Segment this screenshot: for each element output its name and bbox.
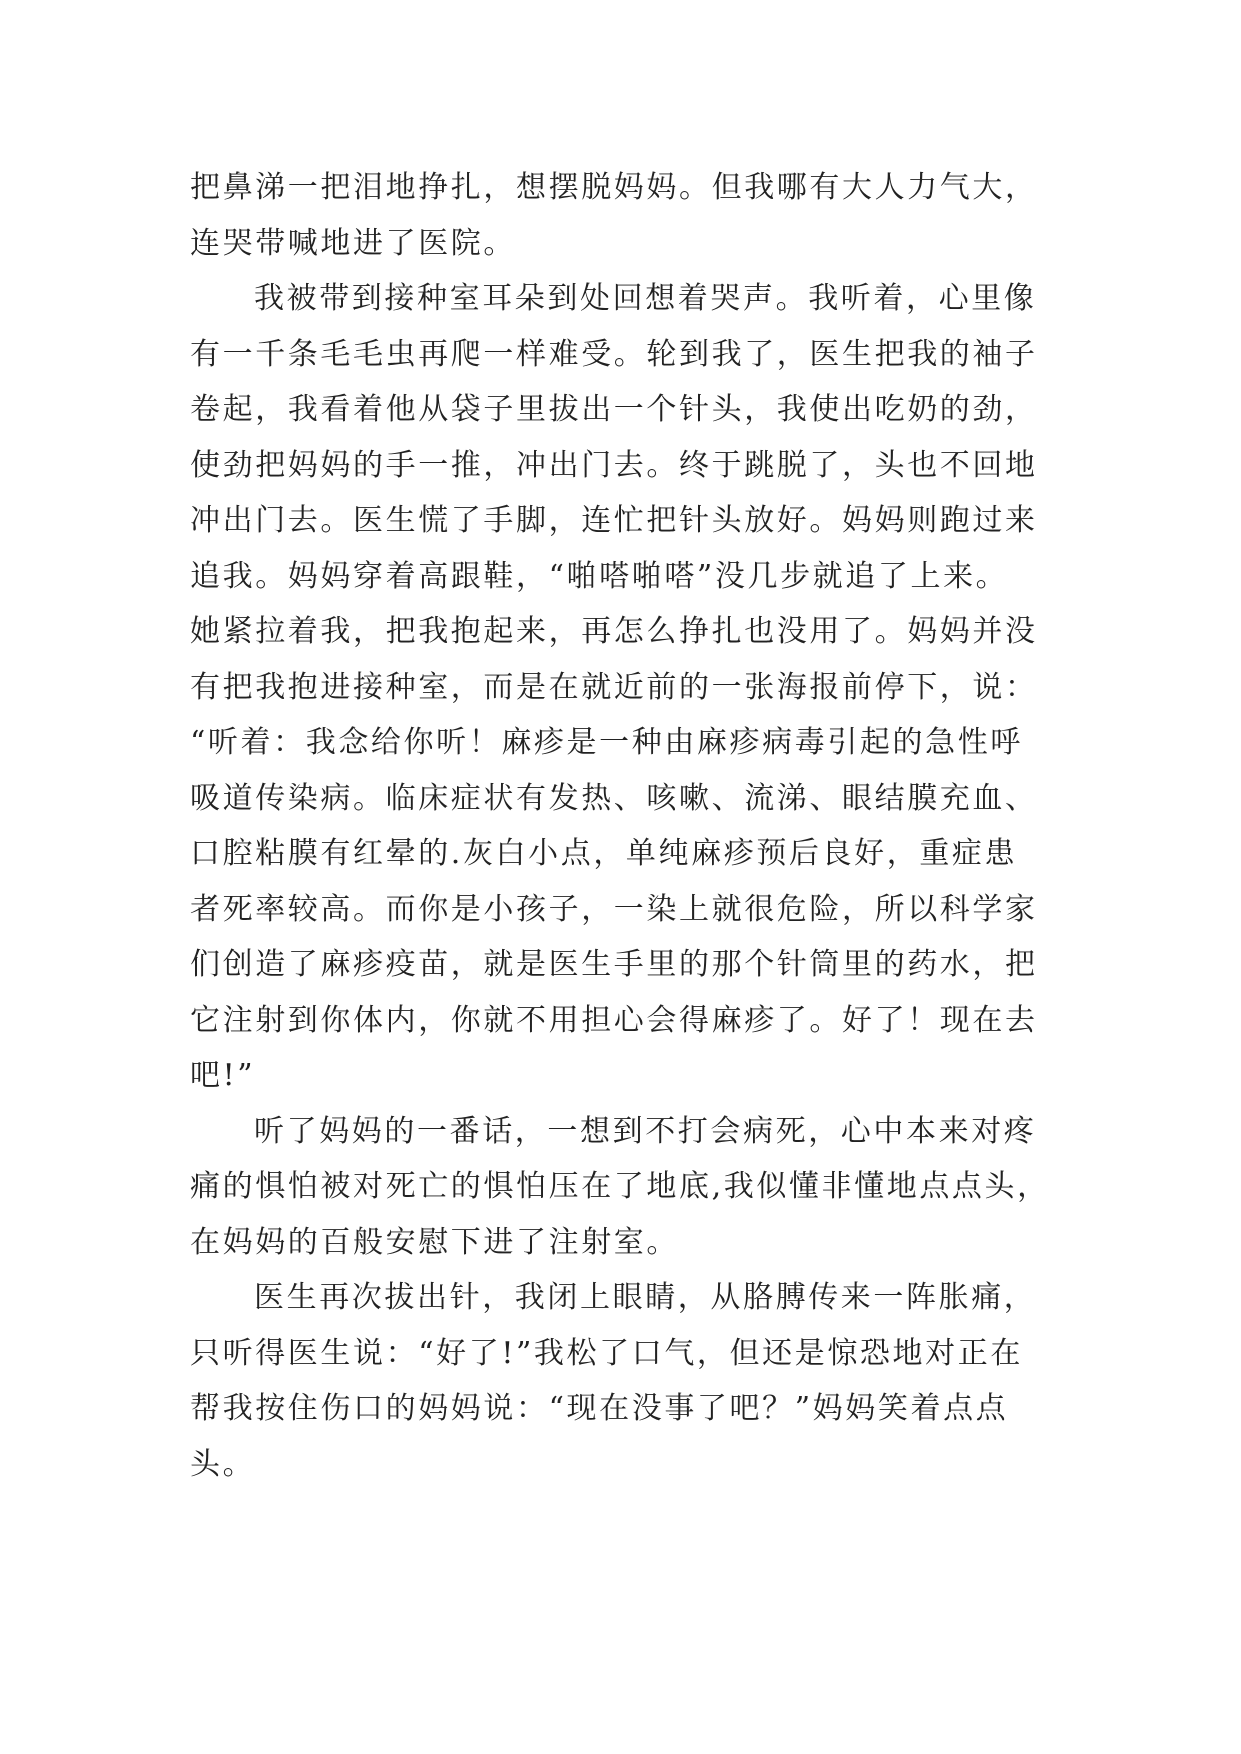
text-line: 使劲把妈妈的手一推，冲出门去。终于跳脱了，头也不回地 <box>190 447 1038 483</box>
text-line: 我被带到接种室耳朵到处回想着哭声。我听着，心里像 <box>254 281 1037 316</box>
text-line: 她紧拉着我，把我抱起来，再怎么挣扎也没用了。妈妈并没 <box>190 614 1038 649</box>
text-line: 冲出门去。医生慌了手脚，连忙把针头放好。妈妈则跑过来 <box>190 503 1038 538</box>
text-line: 痛的惧怕被对死亡的惧怕压在了地底,我似懂非懂地点点头， <box>190 1169 1050 1204</box>
text-line: 追我。妈妈穿着高跟鞋，“啪嗒啪嗒”没几步就追了上来。 <box>190 558 1009 594</box>
text-line: 口腔粘膜有红晕的.灰白小点，单纯麻疹预后良好，重症患 <box>190 836 1018 871</box>
body-text <box>190 160 1070 1492</box>
text-line: 连哭带喊地进了医院。 <box>190 225 516 261</box>
text-line: 吧!” <box>190 1058 256 1093</box>
text-line: 帮我按住伤口的妈妈说：“现在没事了吧？”妈妈笑着点点 <box>190 1391 1009 1426</box>
paragraph-1 <box>190 160 1070 271</box>
text-line: 在妈妈的百般安慰下进了注射室。 <box>190 1224 679 1260</box>
text-line: 听了妈妈的一番话，一想到不打会病死，心中本来对疼 <box>254 1113 1037 1149</box>
text-line: 医生再次拔出针，我闭上眼睛，从胳膊传来一阵胀痛， <box>254 1280 1037 1315</box>
text-line: 们创造了麻疹疫苗，就是医生手里的那个针筒里的药水，把 <box>190 947 1038 982</box>
text-line: 有一千条毛毛虫再爬一样难受。轮到我了，医生把我的袖子 <box>190 336 1038 372</box>
paragraph-4 <box>190 1270 1070 1492</box>
text-line: 卷起，我看着他从袋子里拔出一个针头，我使出吃奶的劲， <box>190 392 1038 427</box>
text-line: 有把我抱进接种室，而是在就近前的一张海报前停下，说： <box>190 669 1038 705</box>
text-line: 头。 <box>190 1446 256 1482</box>
text-line: 只听得医生说：“好了!”我松了口气，但还是惊恐地对正在 <box>190 1335 1023 1371</box>
text-line: 把鼻涕一把泪地挣扎，想摆脱妈妈。但我哪有大人力气大， <box>190 170 1038 205</box>
paragraph-3 <box>190 1104 1070 1271</box>
text-line: “听着：我念给你听！麻疹是一种由麻疹病毒引起的急性呼 <box>190 725 1023 760</box>
text-line: 吸道传染病。临床症状有发热、咳嗽、流涕、眼结膜充血、 <box>190 780 1038 816</box>
paragraph-2 <box>190 271 1070 1104</box>
text-line: 者死率较高。而你是小孩子，一染上就很危险，所以科学家 <box>190 891 1038 927</box>
text-line: 它注射到你体内，你就不用担心会得麻疹了。好了！现在去 <box>190 1002 1038 1038</box>
